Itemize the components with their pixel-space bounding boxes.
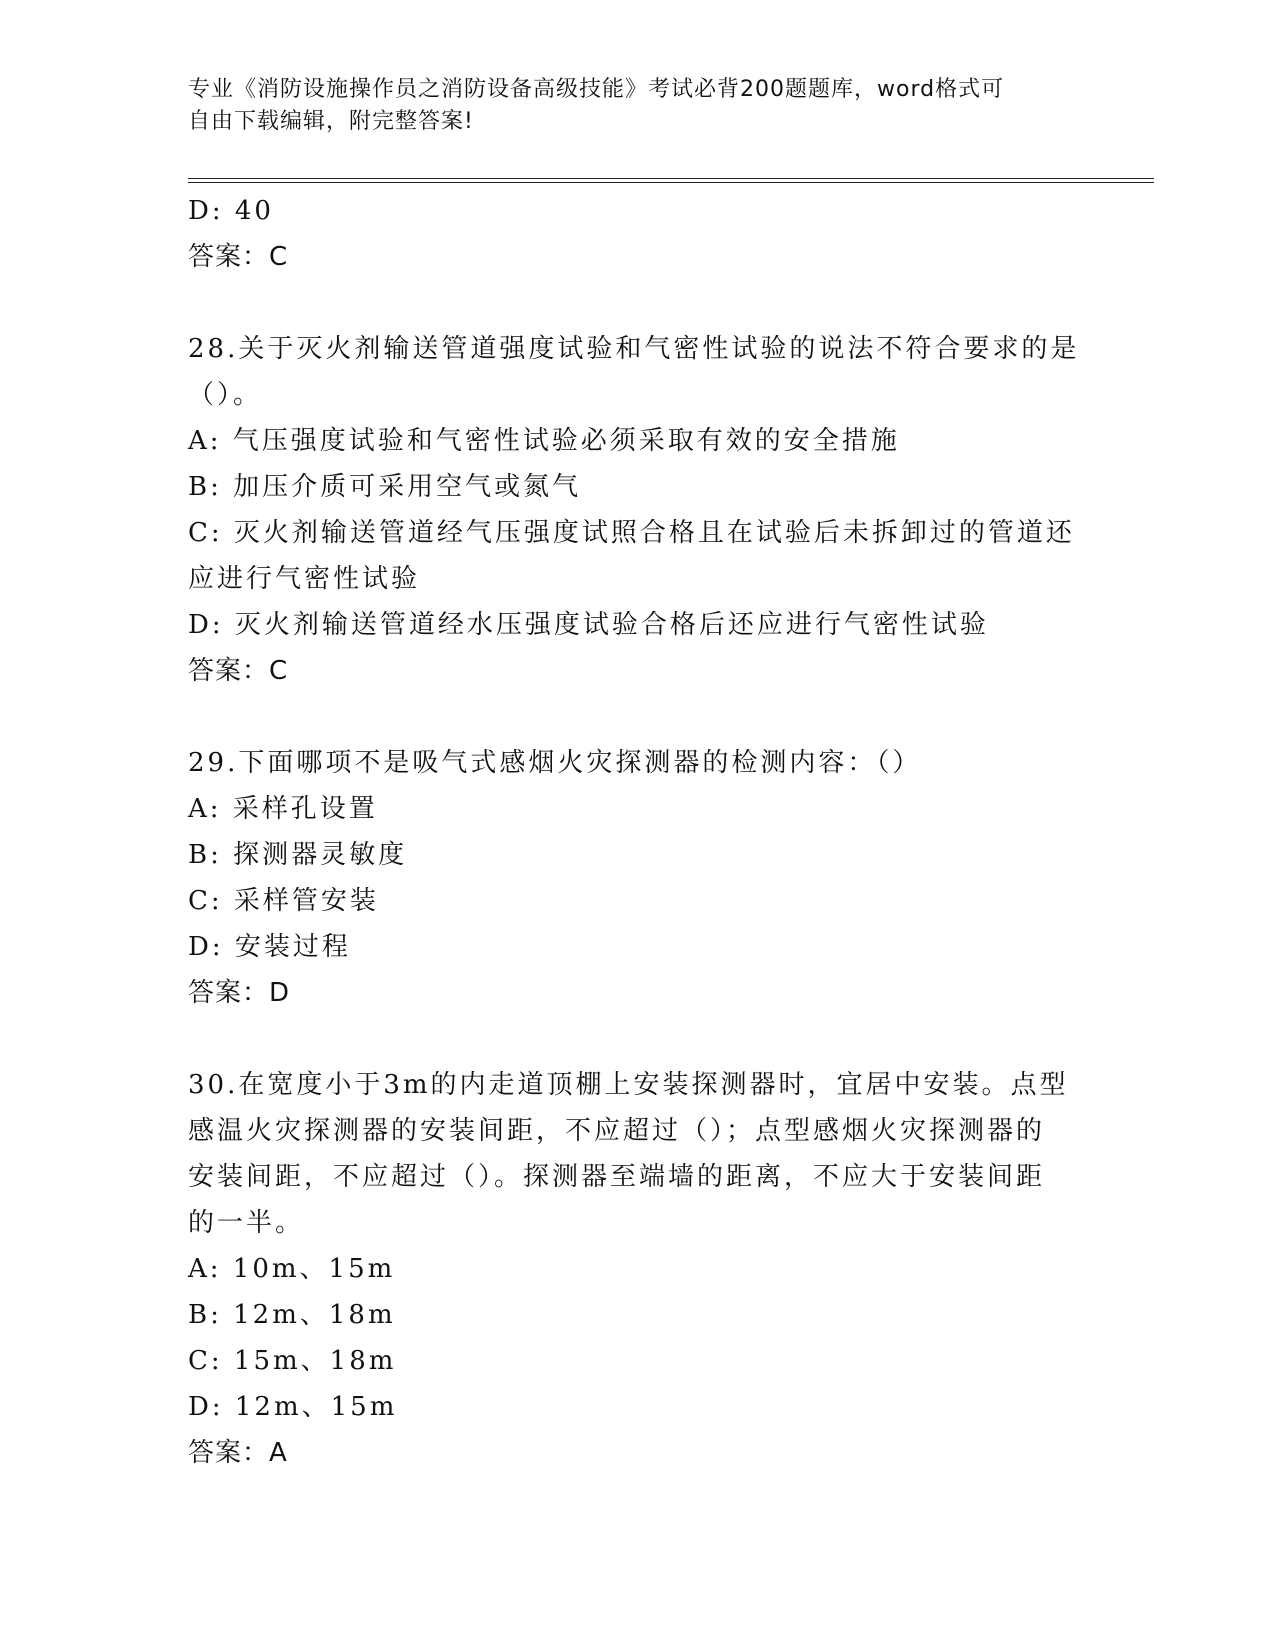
option-d: D: 安装过程: [188, 932, 351, 962]
answer: 答案：C: [188, 656, 289, 686]
question-stem-line: 28.关于灭火剂输送管道强度试验和气密性试验的说法不符合要求的是: [188, 334, 1080, 364]
spacer: [188, 694, 1088, 740]
option-d: D: 40: [188, 196, 274, 226]
header-line-1: 专业《消防设施操作员之消防设备高级技能》考试必背200题题库，word格式可: [188, 77, 1005, 102]
prev-question-tail: [188, 188, 1088, 280]
option-b: B: 加压介质可采用空气或氮气: [188, 472, 582, 502]
header-line-2: 自由下载编辑，附完整答案!: [188, 109, 474, 134]
answer: 答案：C: [188, 242, 289, 272]
option-c-line: C: 灭火剂输送管道经气压强度试照合格且在试验后未拆卸过的管道还: [188, 518, 1075, 548]
option-c-line: 应进行气密性试验: [188, 564, 421, 594]
document-header: [188, 74, 1068, 138]
option-c: C: 采样管安装: [188, 886, 379, 916]
option-b: B: 探测器灵敏度: [188, 840, 408, 870]
document-body: [188, 188, 1088, 1476]
question-30: [188, 1062, 1088, 1476]
question-29: [188, 740, 1088, 1016]
option-a: A: 10m、15m: [188, 1254, 396, 1284]
option-c: C: 15m、18m: [188, 1346, 397, 1376]
spacer: [188, 280, 1088, 326]
question-stem-line: 安装间距，不应超过（）。探测器至端墙的距离，不应大于安装间距: [188, 1162, 1046, 1192]
question-stem-line: 29.下面哪项不是吸气式感烟火灾探测器的检测内容：（）: [188, 748, 922, 778]
spacer: [188, 1016, 1088, 1062]
option-d: D: 12m、15m: [188, 1392, 398, 1422]
option-b: B: 12m、18m: [188, 1300, 396, 1330]
question-stem-line: 感温火灾探测器的安装间距，不应超过（）；点型感烟火灾探测器的: [188, 1116, 1046, 1146]
answer: 答案：D: [188, 978, 291, 1008]
question-stem-line: 的一半。: [188, 1208, 305, 1238]
question-stem-line: （）。: [188, 380, 263, 410]
answer: 答案：A: [188, 1438, 288, 1468]
header-divider-bottom: [188, 182, 1154, 183]
question-stem-line: 30.在宽度小于3m的内走道顶棚上安装探测器时，宜居中安装。点型: [188, 1070, 1069, 1100]
option-a: A: 气压强度试验和气密性试验必须采取有效的安全措施: [188, 426, 900, 456]
option-d: D: 灭火剂输送管道经水压强度试验合格后还应进行气密性试验: [188, 610, 989, 640]
question-28: [188, 326, 1088, 694]
header-divider-top: [188, 178, 1154, 179]
option-a: A: 采样孔设置: [188, 794, 378, 824]
